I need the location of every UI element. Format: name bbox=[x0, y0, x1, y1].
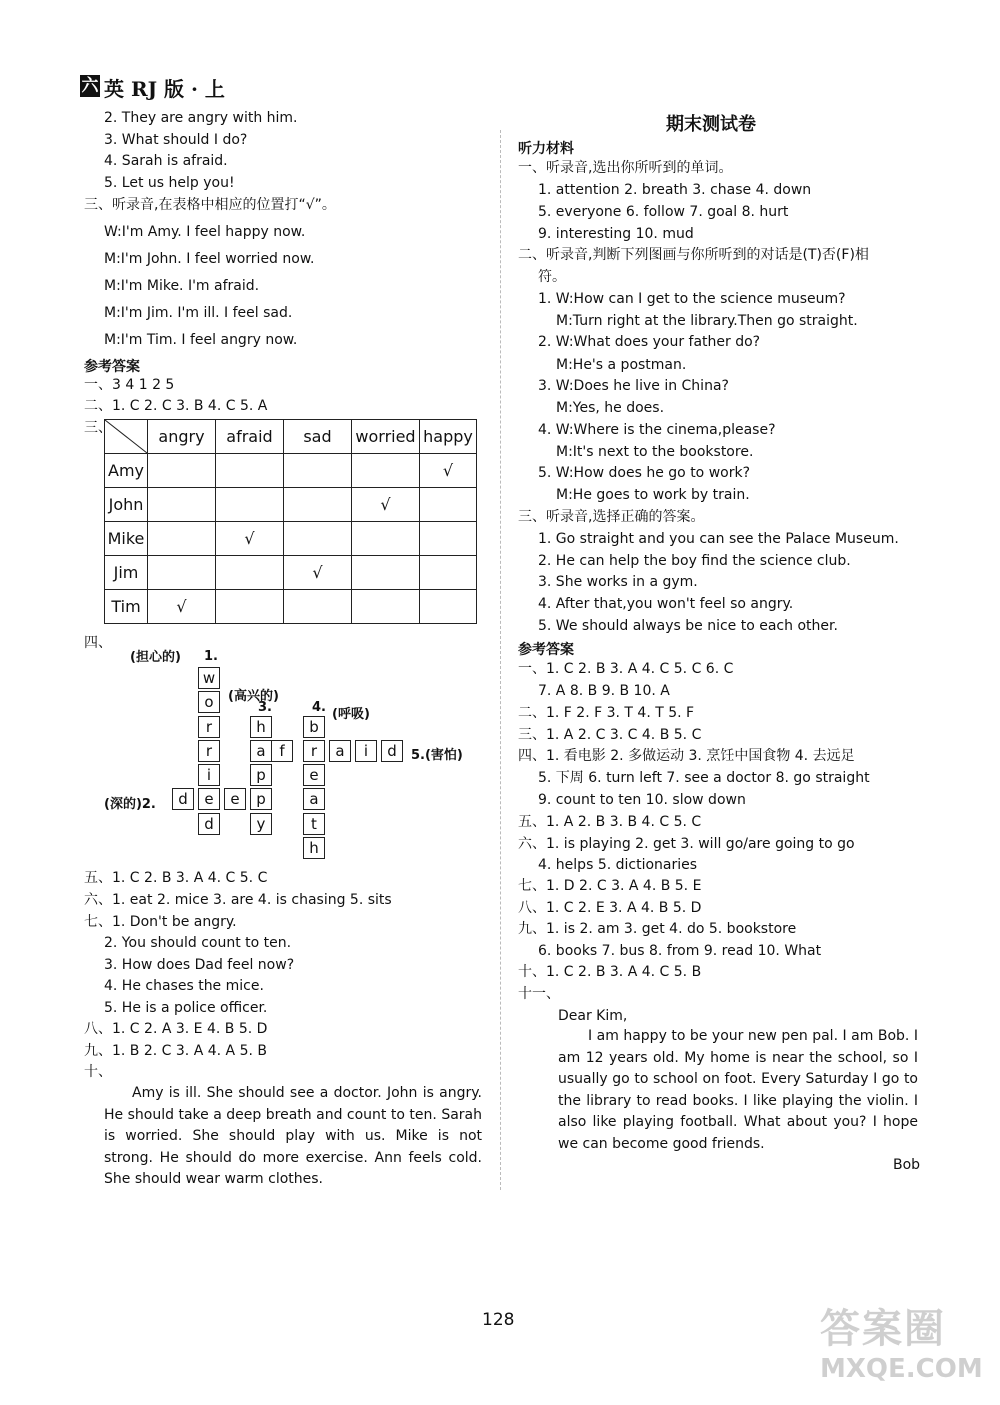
table-row bbox=[105, 590, 477, 624]
letter-signature: Bob bbox=[893, 1157, 921, 1173]
crossword-cell: h bbox=[303, 837, 325, 859]
crossword-cell: a bbox=[303, 788, 325, 810]
answer-line: 7. A 8. B 9. B 10. A bbox=[538, 683, 670, 699]
answer-line: 2. You should count to ten. bbox=[104, 935, 292, 951]
column-header: worried bbox=[352, 420, 420, 454]
listening-heading: 听力材料 bbox=[518, 141, 574, 157]
answer-line: 4. helps 5. dictionaries bbox=[538, 857, 698, 873]
cell bbox=[284, 488, 352, 522]
answer-line: 七、1. Don't be angry. bbox=[84, 914, 237, 930]
cell bbox=[148, 454, 216, 488]
clue-number: 4. bbox=[312, 700, 326, 715]
cell bbox=[420, 590, 477, 624]
cell bbox=[352, 590, 420, 624]
answer-line: 3. How does Dad feel now? bbox=[104, 957, 295, 973]
row-name: John bbox=[105, 488, 148, 522]
line: M:Yes, he does. bbox=[556, 400, 665, 416]
clue-happy: (高兴的) bbox=[228, 689, 279, 704]
answer-line: 五、1. C 2. B 3. A 4. C 5. C bbox=[84, 870, 268, 886]
line: 5. Let us help you! bbox=[104, 175, 235, 191]
clue-number: 1. bbox=[204, 649, 218, 664]
column-header: afraid bbox=[216, 420, 284, 454]
crossword-cell: p bbox=[250, 764, 272, 786]
cell: √ bbox=[216, 522, 284, 556]
answer-line: 5. He is a police officer. bbox=[104, 1000, 268, 1016]
row-name: Amy bbox=[105, 454, 148, 488]
line: 2. W:What does your father do? bbox=[538, 334, 761, 350]
emotion-table bbox=[104, 419, 477, 624]
line: 4. After that,you won't feel so angry. bbox=[538, 596, 794, 612]
crossword-cell: o bbox=[198, 691, 220, 713]
crossword-cell: a bbox=[250, 740, 272, 762]
crossword-cell: r bbox=[303, 740, 325, 762]
line: W:I'm Amy. I feel happy now. bbox=[104, 224, 306, 240]
table-corner bbox=[105, 420, 148, 454]
column-divider bbox=[500, 130, 501, 1190]
answer-line: 九、1. B 2. C 3. A 4. A 5. B bbox=[84, 1043, 267, 1059]
line: 5. We should always be nice to each other. bbox=[538, 618, 838, 634]
cell bbox=[420, 522, 477, 556]
line: M:Turn right at the library.Then go straight. bbox=[556, 313, 858, 329]
clue-breath: (呼吸) bbox=[332, 707, 370, 722]
letter-greeting: Dear Kim, bbox=[558, 1008, 628, 1024]
book-title: 英 RJ 版 · 上 bbox=[104, 77, 225, 101]
crossword-cell: p bbox=[250, 788, 272, 810]
column-header: sad bbox=[284, 420, 352, 454]
line: 1. W:How can I get to the science museum? bbox=[538, 291, 846, 307]
answer-label: 三、 bbox=[84, 420, 112, 436]
answer-line: 二、1. C 2. C 3. B 4. C 5. A bbox=[84, 398, 268, 414]
line: M:I'm Mike. I'm afraid. bbox=[104, 278, 260, 294]
answer-label: 十、 bbox=[84, 1064, 112, 1080]
clue-afraid: 5.(害怕) bbox=[411, 748, 463, 763]
cell bbox=[284, 454, 352, 488]
answer-line: 十、1. C 2. B 3. A 4. C 5. B bbox=[518, 964, 702, 980]
answer-line: 9. count to ten 10. slow down bbox=[538, 792, 746, 808]
answer-line: 一、3 4 1 2 5 bbox=[84, 377, 175, 393]
clue-worried: (担心的) bbox=[130, 650, 181, 665]
section-title: 一、听录音,选出你所听到的单词。 bbox=[518, 160, 733, 176]
answer-line: 4. He chases the mice. bbox=[104, 978, 264, 994]
crossword-cell: f bbox=[271, 740, 293, 762]
section-title: 符。 bbox=[538, 269, 566, 285]
line: 4. W:Where is the cinema,please? bbox=[538, 422, 776, 438]
crossword-cell: e bbox=[303, 764, 325, 786]
row-name: Mike bbox=[105, 522, 148, 556]
answer-line: 五、1. A 2. B 3. B 4. C 5. C bbox=[518, 814, 702, 830]
answer-line: 七、1. D 2. C 3. A 4. B 5. E bbox=[518, 878, 702, 894]
answer-line: 四、1. 看电影 2. 多做运动 3. 烹饪中国食物 4. 去远足 bbox=[518, 748, 855, 764]
line: 4. Sarah is afraid. bbox=[104, 153, 228, 169]
line: M:He's a postman. bbox=[556, 357, 687, 373]
crossword-cell: d bbox=[172, 788, 194, 810]
watermark-logo bbox=[820, 1297, 983, 1397]
essay-paragraph: Amy is ill. She should see a doctor. John is angry. He should take a deep breath and count to ten. Sarah is worried. She should play with us. Mike is not strong. He should do more exercise. Ann feels cold. She should wear warm clothes. bbox=[104, 1085, 482, 1187]
table-row bbox=[105, 454, 477, 488]
section-title: 三、听录音,在表格中相应的位置打“√”。 bbox=[84, 197, 336, 213]
column-header: angry bbox=[148, 420, 216, 454]
crossword-cell: h bbox=[250, 716, 272, 738]
cell bbox=[420, 488, 477, 522]
answer-line: 5. 下周 6. turn left 7. see a doctor 8. go straight bbox=[538, 770, 870, 786]
answer-line: 二、1. F 2. F 3. T 4. T 5. F bbox=[518, 705, 695, 721]
letter-body: I am happy to be your new pen pal. I am Bob. I am 12 years old. My home is near the school, so I usually go to school on foot. Every Saturday I go to the library to read books. I like playing the violin. I also like playing football. What about you? I hope we can become good friends. bbox=[558, 1028, 918, 1152]
grade-badge: 六 bbox=[81, 76, 99, 96]
cell bbox=[216, 556, 284, 590]
watermark-cn: 答案圈 bbox=[820, 1306, 946, 1352]
answer-line: 一、1. C 2. B 3. A 4. C 5. C 6. C bbox=[518, 661, 734, 677]
answer-label: 四、 bbox=[84, 635, 112, 651]
line: 3. She works in a gym. bbox=[538, 574, 698, 590]
column-header: happy bbox=[420, 420, 477, 454]
crossword-cell: i bbox=[355, 740, 377, 762]
answer-line: 6. books 7. bus 8. from 9. read 10. What bbox=[538, 943, 822, 959]
answers-heading: 参考答案 bbox=[518, 642, 574, 658]
line: M:I'm Jim. I'm ill. I feel sad. bbox=[104, 305, 293, 321]
answer-line: 六、1. is playing 2. get 3. will go/are going to go bbox=[518, 836, 855, 852]
clue-deep: (深的)2. bbox=[104, 797, 156, 812]
clue-number: 3. bbox=[258, 700, 272, 715]
cell bbox=[284, 590, 352, 624]
answer-line: 六、1. eat 2. mice 3. are 4. is chasing 5. sits bbox=[84, 892, 392, 908]
cell: √ bbox=[352, 488, 420, 522]
crossword-cell: r bbox=[198, 716, 220, 738]
crossword-cell: e bbox=[198, 788, 220, 810]
cell bbox=[420, 556, 477, 590]
crossword-cell: y bbox=[250, 813, 272, 835]
crossword-cell: w bbox=[198, 667, 220, 689]
crossword-cell: d bbox=[381, 740, 403, 762]
table-row bbox=[105, 488, 477, 522]
page-title: 期末测试卷 bbox=[666, 114, 756, 135]
crossword-cell: i bbox=[198, 764, 220, 786]
line: 1. attention 2. breath 3. chase 4. down bbox=[538, 182, 812, 198]
line: 3. What should I do? bbox=[104, 132, 248, 148]
cell bbox=[216, 488, 284, 522]
crossword-cell: e bbox=[224, 788, 246, 810]
answer-line: 三、1. A 2. C 3. C 4. B 5. C bbox=[518, 727, 702, 743]
line: 9. interesting 10. mud bbox=[538, 226, 694, 242]
cell bbox=[284, 522, 352, 556]
line: 2. He can help the boy find the science club. bbox=[538, 553, 851, 569]
line: M:It's next to the bookstore. bbox=[556, 444, 754, 460]
cell: √ bbox=[284, 556, 352, 590]
table-row bbox=[105, 556, 477, 590]
cell bbox=[352, 522, 420, 556]
page-number: 128 bbox=[482, 1310, 515, 1330]
answer-line: 八、1. C 2. E 3. A 4. B 5. D bbox=[518, 900, 702, 916]
crossword-cell: t bbox=[303, 813, 325, 835]
cell: √ bbox=[420, 454, 477, 488]
answers-heading: 参考答案 bbox=[84, 359, 140, 375]
line: M:I'm John. I feel worried now. bbox=[104, 251, 315, 267]
answer-label: 十一、 bbox=[518, 986, 560, 1002]
line: 5. everyone 6. follow 7. goal 8. hurt bbox=[538, 204, 789, 220]
line: M:I'm Tim. I feel angry now. bbox=[104, 332, 298, 348]
cell bbox=[148, 488, 216, 522]
line: 3. W:Does he live in China? bbox=[538, 378, 729, 394]
answer-line: 九、1. is 2. am 3. get 4. do 5. bookstore bbox=[518, 921, 797, 937]
cell bbox=[148, 556, 216, 590]
line: 2. They are angry with him. bbox=[104, 110, 298, 126]
section-title: 二、听录音,判断下列图画与你所听到的对话是(T)否(F)相 bbox=[518, 247, 869, 263]
row-name: Tim bbox=[105, 590, 148, 624]
crossword-cell: b bbox=[303, 716, 325, 738]
watermark-en: MXQE.COM bbox=[820, 1354, 983, 1384]
table-row bbox=[105, 522, 477, 556]
line: 5. W:How does he go to work? bbox=[538, 465, 751, 481]
line: M:He goes to work by train. bbox=[556, 487, 750, 503]
row-name: Jim bbox=[105, 556, 148, 590]
section-title: 三、听录音,选择正确的答案。 bbox=[518, 509, 705, 525]
line: 1. Go straight and you can see the Palace Museum. bbox=[538, 531, 899, 547]
crossword-cell: r bbox=[198, 740, 220, 762]
crossword-cell: d bbox=[198, 813, 220, 835]
cell bbox=[352, 454, 420, 488]
cell: √ bbox=[148, 590, 216, 624]
cell bbox=[216, 454, 284, 488]
cell bbox=[148, 522, 216, 556]
answer-line: 八、1. C 2. A 3. E 4. B 5. D bbox=[84, 1021, 268, 1037]
cell bbox=[216, 590, 284, 624]
cell bbox=[352, 556, 420, 590]
crossword-cell: a bbox=[329, 740, 351, 762]
